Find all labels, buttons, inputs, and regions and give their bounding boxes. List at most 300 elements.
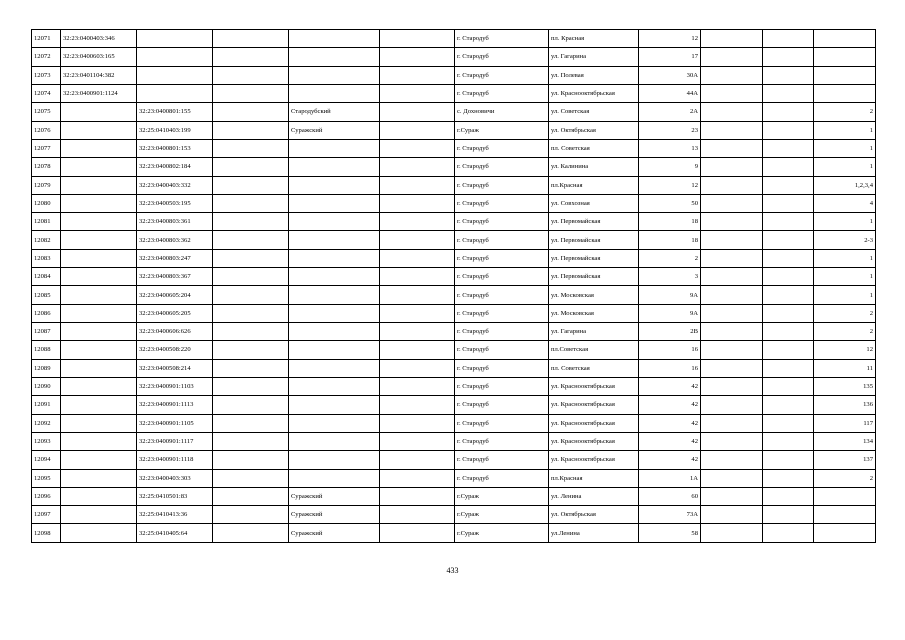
blank-cell-a-cell [213,451,289,469]
locality-cell: г.Сураж [455,524,549,543]
blank-cell-a-cell [213,158,289,176]
apartment-number-cell: 4 [814,194,876,212]
row-number-cell: 12074 [32,84,61,102]
district-cell [289,341,380,359]
blank-cell-c-cell [701,194,763,212]
row-number-cell: 12077 [32,139,61,157]
blank-cell-a-cell [213,359,289,377]
cadastral-number-a-cell [61,268,137,286]
apartment-number-cell: 2 [814,323,876,341]
blank-cell-d-cell [763,359,814,377]
street-cell: ул. Первомайская [549,231,639,249]
locality-cell: г. Стародуб [455,48,549,66]
blank-cell-b-cell [380,377,455,395]
table-row [32,84,876,102]
blank-cell-c-cell [701,414,763,432]
row-number-cell: 12078 [32,158,61,176]
blank-cell-a-cell [213,213,289,231]
street-cell: пл. Советская [549,359,639,377]
district-cell [289,286,380,304]
row-number-cell: 12079 [32,176,61,194]
district-cell [289,48,380,66]
house-number-cell: 18 [639,231,701,249]
row-number-cell: 12098 [32,524,61,543]
cadastral-number-b-cell: 32:23:0400803:361 [137,213,213,231]
blank-cell-c-cell [701,451,763,469]
house-number-cell: 9А [639,304,701,322]
cadastral-number-b-cell: 32:23:0400503:195 [137,194,213,212]
apartment-number-cell [814,524,876,543]
cadastral-number-b-cell: 32:23:0400801:155 [137,103,213,121]
cadastral-number-b-cell: 32:23:0400802:184 [137,158,213,176]
blank-cell-d-cell [763,103,814,121]
blank-cell-a-cell [213,84,289,102]
blank-cell-d-cell [763,304,814,322]
row-number-cell: 12082 [32,231,61,249]
blank-cell-b-cell [380,158,455,176]
house-number-cell: 50 [639,194,701,212]
apartment-number-cell [814,48,876,66]
blank-cell-d-cell [763,524,814,543]
cadastral-number-b-cell: 32:23:0400901:1103 [137,377,213,395]
street-cell: ул. Гагарина [549,323,639,341]
row-number-cell: 12087 [32,323,61,341]
blank-cell-d-cell [763,121,814,139]
house-number-cell: 42 [639,377,701,395]
apartment-number-cell: 1 [814,139,876,157]
blank-cell-a-cell [213,524,289,543]
blank-cell-c-cell [701,268,763,286]
apartment-number-cell: 134 [814,432,876,450]
house-number-cell: 12 [639,30,701,48]
blank-cell-a-cell [213,66,289,84]
blank-cell-b-cell [380,30,455,48]
blank-cell-c-cell [701,341,763,359]
locality-cell: г.Сураж [455,487,549,505]
blank-cell-d-cell [763,469,814,487]
cadastral-number-b-cell: 32:23:0400803:247 [137,249,213,267]
table-row [32,103,876,121]
apartment-number-cell: 137 [814,451,876,469]
blank-cell-c-cell [701,48,763,66]
table-row [32,304,876,322]
street-cell: ул. Первомайская [549,268,639,286]
cadastral-number-a-cell [61,323,137,341]
cadastral-number-b-cell: 32:25:0410413:36 [137,506,213,524]
locality-cell: г. Стародуб [455,30,549,48]
district-cell [289,194,380,212]
district-cell [289,66,380,84]
house-number-cell: 23 [639,121,701,139]
locality-cell: г. Стародуб [455,268,549,286]
cadastral-number-b-cell: 32:23:0400803:367 [137,268,213,286]
table-row [32,451,876,469]
house-number-cell: 1А [639,469,701,487]
house-number-cell: 18 [639,213,701,231]
locality-cell: г. Стародуб [455,158,549,176]
cadastral-number-a-cell: 32:23:0400901:1124 [61,84,137,102]
locality-cell: г. Стародуб [455,359,549,377]
blank-cell-c-cell [701,231,763,249]
house-number-cell: 16 [639,341,701,359]
street-cell: ул. Гагарина [549,48,639,66]
locality-cell: г. Стародуб [455,139,549,157]
blank-cell-b-cell [380,103,455,121]
cadastral-number-a-cell [61,176,137,194]
cadastral-number-a-cell [61,158,137,176]
district-cell [289,30,380,48]
blank-cell-d-cell [763,84,814,102]
table-row [32,377,876,395]
apartment-number-cell: 2-3 [814,231,876,249]
cadastral-number-b-cell: 32:25:0410405:64 [137,524,213,543]
apartment-number-cell [814,487,876,505]
apartment-number-cell [814,30,876,48]
table-row [32,524,876,543]
cadastral-number-b-cell: 32:23:0400606:626 [137,323,213,341]
blank-cell-b-cell [380,432,455,450]
cadastral-number-b-cell [137,48,213,66]
house-number-cell: 9 [639,158,701,176]
street-cell: ул. Краснооктябрьская [549,451,639,469]
blank-cell-b-cell [380,396,455,414]
blank-cell-c-cell [701,487,763,505]
district-cell [289,451,380,469]
table-row [32,414,876,432]
table-row [32,213,876,231]
cadastral-number-b-cell: 32:23:0400605:204 [137,286,213,304]
cadastral-number-b-cell: 32:23:0400901:1105 [137,414,213,432]
street-cell: ул. Советская [549,103,639,121]
locality-cell: г. Стародуб [455,249,549,267]
street-cell: пл.Красная [549,469,639,487]
cadastral-number-b-cell: 32:23:0400403:303 [137,469,213,487]
blank-cell-c-cell [701,103,763,121]
apartment-number-cell: 136 [814,396,876,414]
cadastral-number-a-cell [61,286,137,304]
house-number-cell: 9А [639,286,701,304]
locality-cell: г. Стародуб [455,213,549,231]
house-number-cell: 30А [639,66,701,84]
street-cell: ул. Краснооктябрьская [549,84,639,102]
blank-cell-d-cell [763,66,814,84]
house-number-cell: 2 [639,249,701,267]
table-row [32,66,876,84]
apartment-number-cell: 1 [814,268,876,286]
blank-cell-d-cell [763,139,814,157]
cadastral-number-a-cell [61,451,137,469]
locality-cell: с. Дохновичи [455,103,549,121]
blank-cell-b-cell [380,451,455,469]
apartment-number-cell: 135 [814,377,876,395]
row-number-cell: 12091 [32,396,61,414]
blank-cell-a-cell [213,30,289,48]
blank-cell-d-cell [763,158,814,176]
locality-cell: г.Сураж [455,121,549,139]
locality-cell: г. Стародуб [455,396,549,414]
cadastral-number-a-cell [61,359,137,377]
apartment-number-cell: 1 [814,158,876,176]
row-number-cell: 12095 [32,469,61,487]
cadastral-number-a-cell: 32:23:0400403:346 [61,30,137,48]
blank-cell-b-cell [380,84,455,102]
house-number-cell: 73А [639,506,701,524]
blank-cell-b-cell [380,249,455,267]
locality-cell: г. Стародуб [455,194,549,212]
cadastral-number-b-cell: 32:23:0400605:205 [137,304,213,322]
cadastral-number-a-cell [61,121,137,139]
cadastral-number-b-cell: 32:23:0400901:1113 [137,396,213,414]
blank-cell-d-cell [763,268,814,286]
blank-cell-b-cell [380,139,455,157]
cadastral-number-a-cell [61,194,137,212]
cadastral-number-a-cell [61,341,137,359]
table-row [32,432,876,450]
district-cell [289,176,380,194]
blank-cell-a-cell [213,249,289,267]
blank-cell-c-cell [701,158,763,176]
locality-cell: г. Стародуб [455,323,549,341]
blank-cell-d-cell [763,323,814,341]
blank-cell-b-cell [380,66,455,84]
blank-cell-c-cell [701,524,763,543]
registry-table-body [32,30,876,543]
blank-cell-a-cell [213,341,289,359]
cadastral-number-b-cell: 32:23:0400403:332 [137,176,213,194]
street-cell: ул. Совхозная [549,194,639,212]
street-cell: ул. Ленина [549,487,639,505]
blank-cell-c-cell [701,213,763,231]
district-cell [289,249,380,267]
row-number-cell: 12073 [32,66,61,84]
street-cell: ул. Краснооктябрьская [549,414,639,432]
blank-cell-d-cell [763,176,814,194]
cadastral-number-b-cell [137,84,213,102]
street-cell: ул. Первомайская [549,213,639,231]
locality-cell: г. Стародуб [455,469,549,487]
house-number-cell: 2В [639,323,701,341]
table-row [32,30,876,48]
district-cell [289,323,380,341]
apartment-number-cell: 12 [814,341,876,359]
street-cell: пл.Советская [549,341,639,359]
table-row [32,249,876,267]
locality-cell: г.Сураж [455,506,549,524]
street-cell: ул. Краснооктябрьская [549,396,639,414]
cadastral-number-a-cell [61,304,137,322]
blank-cell-d-cell [763,249,814,267]
blank-cell-a-cell [213,176,289,194]
blank-cell-a-cell [213,231,289,249]
row-number-cell: 12080 [32,194,61,212]
apartment-number-cell: 2 [814,304,876,322]
street-cell: ул. Полевая [549,66,639,84]
row-number-cell: 12081 [32,213,61,231]
cadastral-number-a-cell [61,231,137,249]
house-number-cell: 42 [639,432,701,450]
blank-cell-d-cell [763,396,814,414]
row-number-cell: 12094 [32,451,61,469]
district-cell [289,158,380,176]
apartment-number-cell [814,506,876,524]
blank-cell-b-cell [380,341,455,359]
house-number-cell: 58 [639,524,701,543]
street-cell: ул. Краснооктябрьская [549,432,639,450]
cadastral-number-b-cell: 32:25:0410403:199 [137,121,213,139]
blank-cell-d-cell [763,506,814,524]
district-cell [289,268,380,286]
district-cell [289,359,380,377]
row-number-cell: 12096 [32,487,61,505]
blank-cell-b-cell [380,268,455,286]
cadastral-number-a-cell [61,139,137,157]
row-number-cell: 12086 [32,304,61,322]
district-cell: Стародубский [289,103,380,121]
cadastral-number-a-cell: 32:23:0401104:382 [61,66,137,84]
table-row [32,121,876,139]
cadastral-number-a-cell [61,469,137,487]
street-cell: пл.Красная [549,176,639,194]
cadastral-number-a-cell: 32:23:0400603:165 [61,48,137,66]
cadastral-number-a-cell [61,249,137,267]
apartment-number-cell: 1 [814,249,876,267]
house-number-cell: 2А [639,103,701,121]
blank-cell-a-cell [213,103,289,121]
cadastral-number-b-cell: 32:23:0400801:153 [137,139,213,157]
apartment-number-cell: 1 [814,213,876,231]
blank-cell-d-cell [763,414,814,432]
locality-cell: г. Стародуб [455,231,549,249]
blank-cell-d-cell [763,286,814,304]
blank-cell-b-cell [380,48,455,66]
street-cell: ул. Московская [549,304,639,322]
house-number-cell: 42 [639,414,701,432]
row-number-cell: 12083 [32,249,61,267]
blank-cell-a-cell [213,48,289,66]
blank-cell-d-cell [763,341,814,359]
blank-cell-a-cell [213,286,289,304]
locality-cell: г. Стародуб [455,304,549,322]
cadastral-number-b-cell [137,66,213,84]
cadastral-number-b-cell: 32:23:0400803:362 [137,231,213,249]
row-number-cell: 12075 [32,103,61,121]
row-number-cell: 12071 [32,30,61,48]
blank-cell-c-cell [701,506,763,524]
cadastral-number-a-cell [61,524,137,543]
apartment-number-cell [814,84,876,102]
street-cell: ул. Московская [549,286,639,304]
blank-cell-a-cell [213,304,289,322]
table-row [32,48,876,66]
blank-cell-b-cell [380,506,455,524]
row-number-cell: 12090 [32,377,61,395]
cadastral-number-b-cell [137,30,213,48]
apartment-number-cell: 2 [814,103,876,121]
street-cell: ул.Ленина [549,524,639,543]
district-cell [289,469,380,487]
district-cell [289,304,380,322]
cadastral-number-b-cell: 32:23:0400508:214 [137,359,213,377]
blank-cell-d-cell [763,213,814,231]
locality-cell: г. Стародуб [455,84,549,102]
blank-cell-b-cell [380,469,455,487]
blank-cell-c-cell [701,323,763,341]
locality-cell: г. Стародуб [455,66,549,84]
blank-cell-b-cell [380,304,455,322]
row-number-cell: 12092 [32,414,61,432]
locality-cell: г. Стародуб [455,414,549,432]
district-cell [289,414,380,432]
house-number-cell: 3 [639,268,701,286]
table-row [32,176,876,194]
row-number-cell: 12085 [32,286,61,304]
blank-cell-a-cell [213,469,289,487]
table-row [32,158,876,176]
blank-cell-a-cell [213,139,289,157]
table-row [32,506,876,524]
table-row [32,268,876,286]
blank-cell-b-cell [380,323,455,341]
page-number: 433 [446,566,459,575]
row-number-cell: 12097 [32,506,61,524]
house-number-cell: 42 [639,451,701,469]
locality-cell: г. Стародуб [455,451,549,469]
district-cell: Суражский [289,524,380,543]
locality-cell: г. Стародуб [455,377,549,395]
blank-cell-d-cell [763,432,814,450]
cadastral-number-b-cell: 32:23:0400508:220 [137,341,213,359]
blank-cell-b-cell [380,176,455,194]
apartment-number-cell: 11 [814,359,876,377]
table-row [32,139,876,157]
blank-cell-a-cell [213,432,289,450]
district-cell: Суражский [289,487,380,505]
table-row [32,341,876,359]
blank-cell-c-cell [701,396,763,414]
cadastral-number-b-cell: 32:25:0410501:83 [137,487,213,505]
blank-cell-c-cell [701,377,763,395]
row-number-cell: 12089 [32,359,61,377]
cadastral-number-a-cell [61,414,137,432]
blank-cell-d-cell [763,377,814,395]
district-cell [289,231,380,249]
blank-cell-c-cell [701,304,763,322]
blank-cell-d-cell [763,487,814,505]
row-number-cell: 12076 [32,121,61,139]
district-cell: Суражский [289,121,380,139]
row-number-cell: 12072 [32,48,61,66]
apartment-number-cell: 117 [814,414,876,432]
table-row [32,469,876,487]
district-cell [289,139,380,157]
cadastral-number-a-cell [61,103,137,121]
cadastral-number-a-cell [61,396,137,414]
house-number-cell: 12 [639,176,701,194]
blank-cell-b-cell [380,414,455,432]
street-cell: пл. Советская [549,139,639,157]
house-number-cell: 17 [639,48,701,66]
blank-cell-b-cell [380,487,455,505]
blank-cell-d-cell [763,30,814,48]
table-row [32,487,876,505]
blank-cell-c-cell [701,359,763,377]
apartment-number-cell: 1 [814,286,876,304]
district-cell: Суражский [289,506,380,524]
blank-cell-d-cell [763,231,814,249]
locality-cell: г. Стародуб [455,176,549,194]
blank-cell-a-cell [213,377,289,395]
blank-cell-c-cell [701,469,763,487]
